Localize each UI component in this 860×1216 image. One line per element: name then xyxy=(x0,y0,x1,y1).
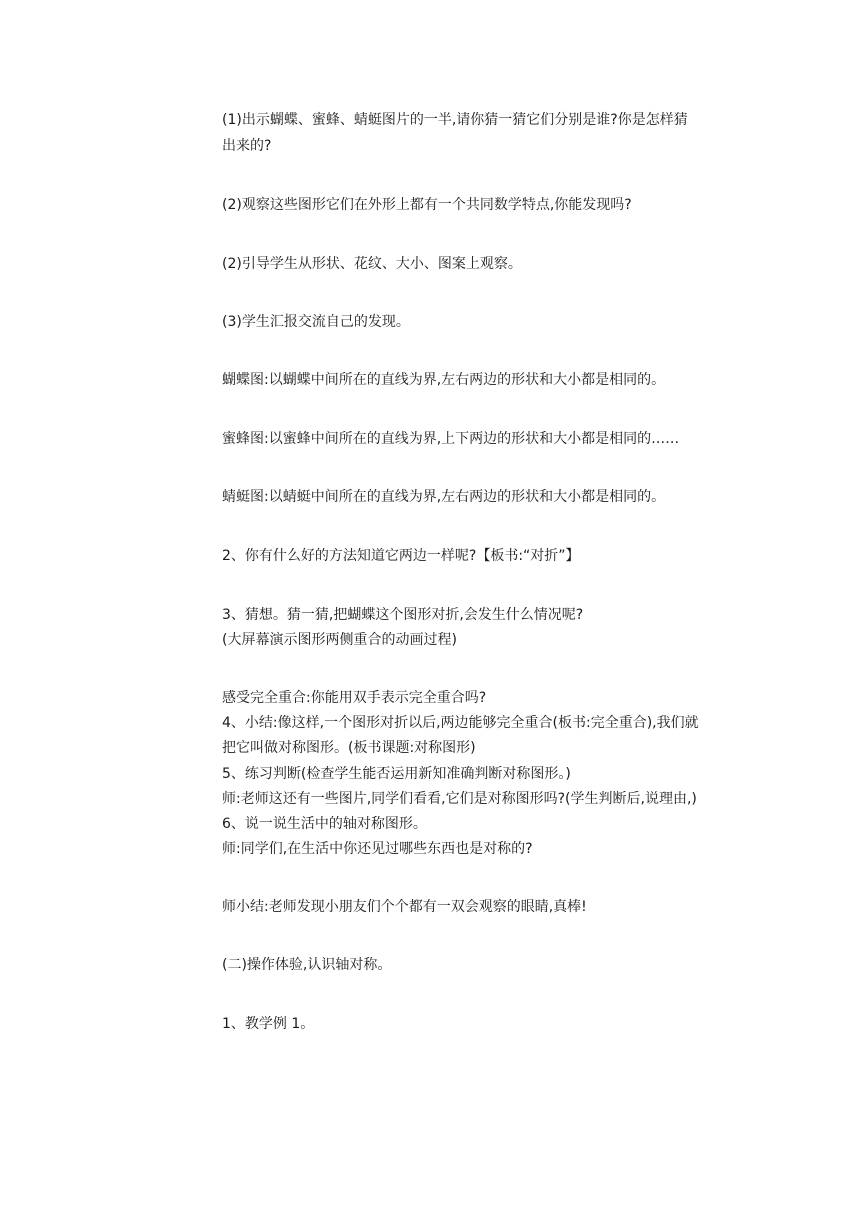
text-line: 1、教学例 1。 xyxy=(222,1016,315,1032)
text-line: 师:同学们,在生活中你还见过哪些东西也是对称的? xyxy=(222,841,533,857)
text-line: 6、说一说生活中的轴对称图形。 xyxy=(222,816,427,832)
text-line: 师:老师这还有一些图片,同学们看看,它们是对称图形吗?(学生判断后,说理由,) xyxy=(222,791,697,807)
text-line: 蜜蜂图:以蜜蜂中间所在的直线为界,上下两边的形状和大小都是相同的…… xyxy=(222,431,680,447)
text-line: (二)操作体验,认识轴对称。 xyxy=(222,957,392,973)
text-line: 把它叫做对称图形。(板书课题:对称图形) xyxy=(222,740,476,756)
text-line: 蜻蜓图:以蜻蜓中间所在的直线为界,左右两边的形状和大小都是相同的。 xyxy=(222,489,666,505)
text-line: 师小结:老师发现小朋友们个个都有一双会观察的眼睛,真棒! xyxy=(222,899,587,915)
text-line: 蝴蝶图:以蝴蝶中间所在的直线为界,左右两边的形状和大小都是相同的。 xyxy=(222,372,666,388)
text-line: 3、猜想。猜一猜,把蝴蝶这个图形对折,会发生什么情况呢? xyxy=(222,607,584,623)
text-line: 4、小结:像这样,一个图形对折以后,两边能够完全重合(板书:完全重合),我们就 xyxy=(222,715,699,731)
text-line: (1)出示蝴蝶、蜜蜂、蜻蜓图片的一半,请你猜一猜它们分别是谁?你是怎样猜 xyxy=(222,112,688,128)
text-line: 出来的? xyxy=(222,138,272,154)
text-line: 5、练习判断(检查学生能否运用新知准确判断对称图形。) xyxy=(222,766,571,782)
text-line: (大屏幕演示图形两侧重合的动画过程) xyxy=(222,632,457,648)
text-line: (3)学生汇报交流自己的发现。 xyxy=(222,314,410,330)
text-line: 2、你有什么好的方法知道它两边一样呢?【板书:“对折”】 xyxy=(222,548,580,564)
text-line: 感受完全重合:你能用双手表示完全重合吗? xyxy=(222,690,487,706)
text-line: (2)观察这些图形它们在外形上都有一个共同数学特点,你能发现吗? xyxy=(222,197,632,213)
text-line: (2)引导学生从形状、花纹、大小、图案上观察。 xyxy=(222,256,522,272)
